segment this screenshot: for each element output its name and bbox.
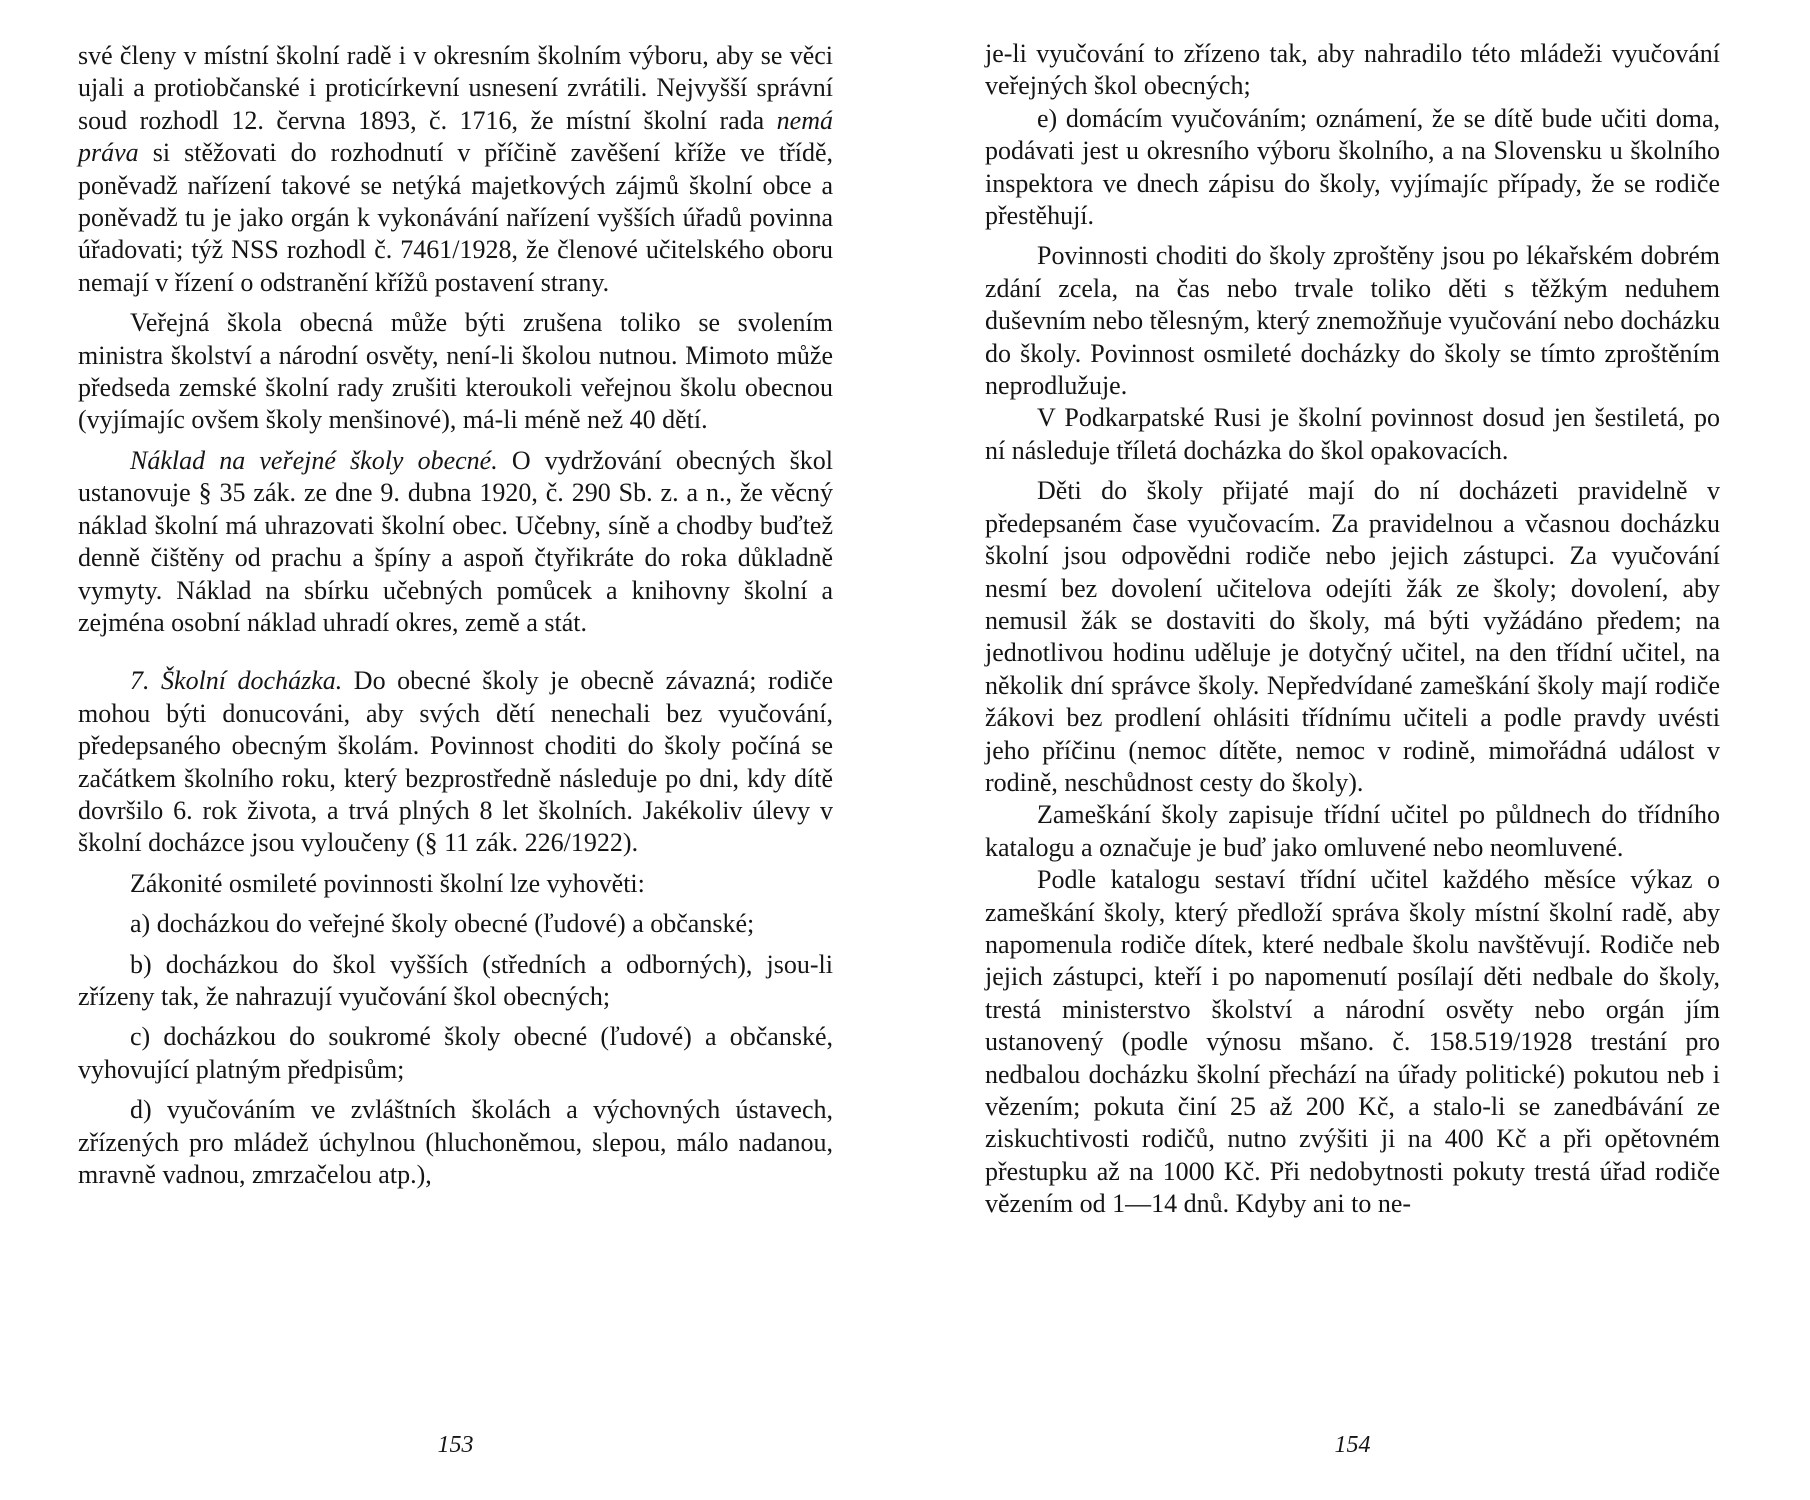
text-run: Povinnosti choditi do školy zproštěny jsou po lékařském dobrém zdání zcela, na čas nebo trvale toliko děti s těžkým neduhem duševním nebo tělesným, který znemožňuje vyučování nebo docházku do školy. Povinnost osmileté docházky do školy se tímto zproštěním neprodlužuje. bbox=[985, 241, 1721, 401]
text-run: si stěžovati do rozhodnutí v příčině zavěšení kříže ve třídě, poněvadž nařízení takové se netýká majetkových zájmů školní obce a poněvadž tu je jako orgán k vykonávání nařízení vyšších úřadů povinna úřadovati; týž NSS rozhodl č. 7461/1928, že členové učitelského oboru nemají v řízení o odstranění křížů postavení strany. bbox=[78, 138, 833, 297]
page-number-left: 153 bbox=[437, 1432, 474, 1458]
page-number-right: 154 bbox=[1334, 1432, 1371, 1458]
right-paragraph-4 bbox=[985, 402, 1720, 467]
text-run: Veřejná škola obecná může býti zrušena toliko se svolením ministra školství a národní osvěty, není-li školou nutnou. Mimoto může předseda zemské školní rady zrušiti kteroukoli veřejnou školu obecnou (vyjímajíc ovšem školy menšinové), má-li méně než 40 dětí. bbox=[78, 308, 833, 435]
left-paragraph-1 bbox=[78, 40, 833, 299]
section-heading-italic: 7. Školní docházka. bbox=[130, 666, 343, 696]
text-run: Do obecné školy je obecně závazná; rodiče mohou býti donucováni, aby svých dětí nenechali bez vyučování, předepsaného obecným školám. Povinnost choditi do školy počíná se začátkem školního roku, který bezprostředně následuje po dni, kdy dítě dovršilo 6. rok života, a trvá plných 8 let školních. Jakékoliv úlevy v školní docházce jsou vyloučeny (§ 11 zák. 226/1922). bbox=[78, 666, 834, 858]
text-run: Podle katalogu sestaví třídní učitel každého měsíce výkaz o zameškání školy, který předloží správa školy místní školní radě, aby napomenula rodiče dítek, které nedbale školu navštěvují. Rodiče neb jejich zástupci, kteří i po napomenutí posílají děti nedbale do školy, trestá ministerstvo školství a národní osvěty nebo orgán jím ustanovený (podle výnosu mšano. č. 158.519/1928 trestání pro nedbalou docházku školní přechází na úřady politické) pokutou neb i vězením; pokuta činí 25 až 200 Kč, a stalo-li se zanedbávání ze ziskuchtivosti rodičů, nutno zvýšiti ji na 400 Kč a při opětovném přestupku až na 1000 Kč. Při nedobytnosti pokuty trestá úřad rodiče vězením od 1—14 dnů. Kdyby ani to ne- bbox=[985, 865, 1720, 1219]
text-run: d) vyučováním ve zvláštních školách a výchovných ústavech, zřízených pro mládež úchylnou (hluchoněmou, slepou, málo nadanou, mravně vadnou, zmrzačelou atp.), bbox=[78, 1095, 833, 1189]
right-paragraph-7 bbox=[985, 864, 1720, 1220]
text-run: b) docházkou do škol vyšších (středních a odborných), jsou-li zřízeny tak, že nahrazují vyučování škol obecných; bbox=[78, 949, 833, 1011]
text-run: O vydržování obecných škol ustanovuje § 35 zák. ze dne 9. dubna 1920, č. 290 Sb. z. a n., že věcný náklad školní má uhrazovati školní obec. Učebny, síně a chodby buďtež denně čištěny od prachu a špíny a aspoň čtyřikráte do roka důkladně vymyty. Náklad na sbírku učebných pomůcek a knihovny školní a zejména osobní náklad uhradí okres, země a stát. bbox=[78, 445, 834, 637]
text-run: je-li vyučování to zřízeno tak, aby nahradilo této mládeži vyučování veřejných škol obecných; bbox=[985, 39, 1720, 101]
left-paragraph-5 bbox=[78, 868, 833, 900]
list-item-d bbox=[78, 1094, 833, 1191]
text-run: V Podkarpatské Rusi je školní povinnost dosud jen šestiletá, po ní následuje tříletá docházka do škol opakovacích. bbox=[985, 403, 1720, 465]
right-paragraph-6 bbox=[985, 799, 1720, 864]
right-paragraph-3 bbox=[985, 240, 1720, 402]
list-item-a bbox=[78, 908, 833, 940]
right-paragraph-1 bbox=[985, 38, 1720, 103]
left-paragraph-3 bbox=[78, 445, 833, 639]
text-run: e) domácím vyučováním; oznámení, že se dítě bude učiti doma, podávati jest u okresního výboru školního, a na Slovensku u školního inspektora ve dnech zápisu do školy, vyjímajíc případy, že se rodiče přestěhují. bbox=[985, 103, 1720, 231]
left-paragraph-4 bbox=[78, 665, 833, 859]
text-run: své členy v místní školní radě i v okresním školním výboru, aby se věci ujali a protiobčanské i proticírkevní usnesení zvrátili. Nejvyšší správní soud rozhodl 12. června 1893, č. 1716, že místní školní rada bbox=[78, 41, 833, 135]
left-paragraph-2 bbox=[78, 307, 833, 437]
text-run: Děti do školy přijaté mají do ní docházeti pravidelně v předepsaném čase vyučovacím. Za pravidelnou a včasnou docházku školní jsou odpovědni rodiče nebo jejich zástupci. Za vyučování nesmí bez dovolení učitelova odejíti žák ze školy; dovolení, aby nemusil žák se dostaviti do školy, má býti vyžádáno předem; na jednotlivou hodinu uděluje je dotyčný učitel, na den třídní učitel, na několik dní správce školy. Nepředvídané zameškání školy mají rodiče žákovi bez prodlení ohlásiti třídnímu učiteli a podle pravdy uvésti jeho příčinu (nemoc dítěte, nemoc v rodině, mimořádná událost v rodině, neschůdnost cesty do školy). bbox=[985, 476, 1720, 797]
list-item-c bbox=[78, 1021, 833, 1086]
right-paragraph-5 bbox=[985, 475, 1720, 799]
right-page-body bbox=[985, 38, 1720, 1221]
text-run: c) docházkou do soukromé školy obecné (ľudové) a občanské, vyhovující platným předpisům; bbox=[78, 1022, 833, 1084]
list-item-e bbox=[985, 103, 1720, 233]
section-heading-italic: Náklad na veřejné školy obecné. bbox=[130, 445, 498, 475]
text-run: Zákonité osmileté povinnosti školní lze vyhověti: bbox=[130, 868, 645, 898]
italic-run: nemá práva bbox=[78, 105, 833, 168]
left-page-body bbox=[78, 40, 833, 1191]
list-item-b bbox=[78, 949, 833, 1014]
text-run: Zameškání školy zapisuje třídní učitel po půldnech do třídního katalogu a označuje je buď jako omluvené nebo neomluvené. bbox=[985, 800, 1720, 862]
text-run: a) docházkou do veřejné školy obecné (ľudové) a občanské; bbox=[130, 909, 755, 939]
